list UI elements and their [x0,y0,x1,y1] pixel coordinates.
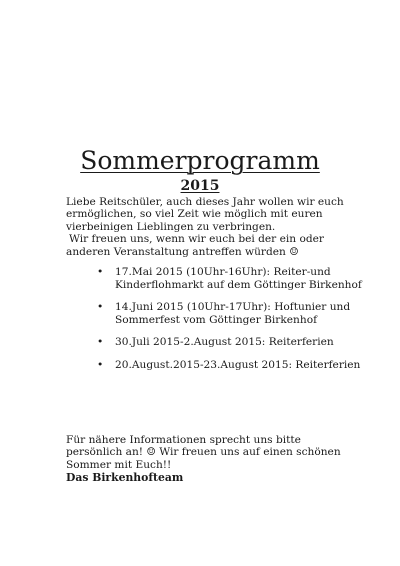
document-year: 2015 [180,178,220,194]
document-title: Sommerprogramm [80,146,320,175]
event-item: • 20.August.2015-23.August 2015: Reiterferien [66,359,366,372]
closing-line: Für nähere Informationen sprecht uns bitte [66,434,301,446]
intro-line: anderen Veranstaltung antreffen würden ☺ [66,245,299,258]
intro-line: Liebe Reitschüler, auch dieses Jahr wollen wir euch [66,196,344,208]
signature: Das Birkenhofteam [66,471,184,484]
event-item: • 14.Juni 2015 (10Uhr-17Uhr): Hoftunier und Sommerfest vom Göttinger Birkenhof [66,301,366,326]
intro-line: ermöglichen, so viel Zeit wie möglich mit euren [66,208,323,221]
event-item: • 17.Mai 2015 (10Uhr-16Uhr): Reiter-und Kinderflohmarkt auf dem Göttinger Birkenhof [66,266,366,291]
intro-line: vierbeinigen Lieblingen zu verbringen. [66,220,276,233]
closing-paragraph [66,434,366,471]
intro-line: Wir freuen uns, wenn wir euch bei der ein oder [69,233,324,246]
closing-line: Sommer mit Euch!! [66,458,172,471]
event-list [66,266,366,382]
closing-line: persönlich an! ☺ Wir freuen uns auf einen schönen [66,446,341,459]
event-item: • 30.Juli 2015-2.August 2015: Reiterferien [66,336,366,349]
intro-paragraph [66,196,366,258]
